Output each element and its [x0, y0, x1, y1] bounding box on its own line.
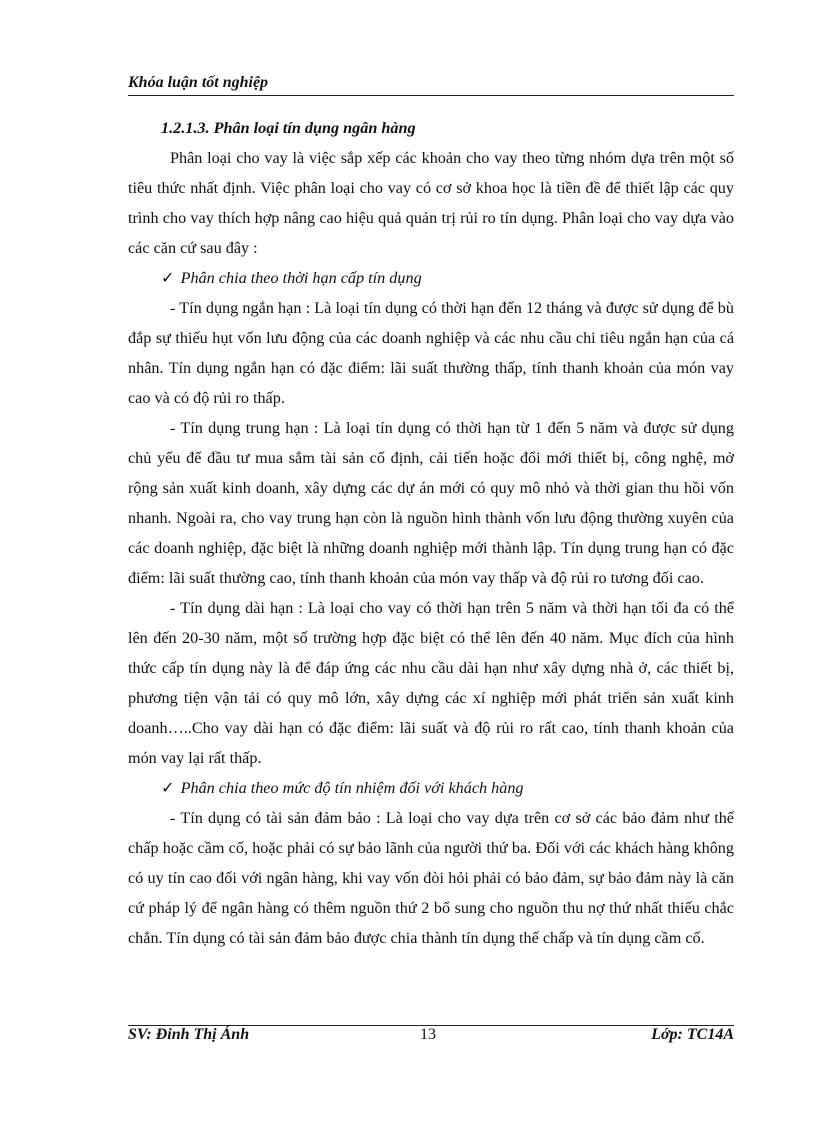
paragraph-long-term: - Tín dụng dài hạn : Là loại cho vay có thời hạn trên 5 năm và thời hạn tối đa có thể lên đến 20-30 năm, một số trường hợp đặc biệt có thể lên đến 40 năm. Mục đích của hình thức cấp tín dụng này là để đáp ứng các nhu cầu dài hạn như xây dựng nhà ở, các thiết bị, phương tiện vận tải có quy mô lớn, xây dựng các xí nghiệp mới phát triển sản xuất kinh doanh…..Cho vay dài hạn có đặc điểm: lãi suất và độ rủi ro rất cao, tính thanh khoản của món vay lại rất thấp.	[128, 599, 734, 767]
checkmark-icon: ✓	[161, 779, 175, 797]
paragraph-short-term: - Tín dụng ngắn hạn : Là loại tín dụng có thời hạn đến 12 tháng và được sử dụng để bù đắp sự thiếu hụt vốn lưu động của các doanh nghiệp và các nhu cầu chi tiêu ngắn hạn của cá nhân. Tín dụng ngắn hạn có đặc điểm: lãi suất thường thấp, tính thanh khoản của món vay cao và có độ rủi ro thấp.	[128, 299, 734, 407]
section-title: 1.2.1.3. Phân loại tín dụng ngân hàng	[161, 119, 416, 137]
subheading-term-text: Phân chia theo thời hạn cấp tín dụng	[180, 269, 422, 287]
page-number: 13	[420, 1026, 436, 1043]
paragraph-medium-term: - Tín dụng trung hạn : Là loại tín dụng có thời hạn từ 1 đến 5 năm và được sử dụng chủ yếu để đầu tư mua sắm tài sản cố định, cải tiến hoặc đổi mới thiết bị, công nghệ, mở rộng sản xuất kinh doanh, xây dựng các dự án mới có quy mô nhỏ và thời gian thu hồi vốn nhanh. Ngoài ra, cho vay trung hạn còn là nguồn hình thành vốn lưu động thường xuyên của các doanh nghiệp, đặc biệt là những doanh nghiệp mới thành lập. Tín dụng trung hạn có đặc điểm: lãi suất thường cao, tính thanh khoản của món vay thấp và độ rủi ro tương đối cao.	[128, 419, 734, 587]
subheading-credibility-text: Phân chia theo mức độ tín nhiệm đối với khách hàng	[180, 779, 524, 797]
paragraph-secured-credit: - Tín dụng có tài sản đảm bảo : Là loại cho vay dựa trên cơ sở các bảo đảm như thế chấp hoặc cầm cố, hoặc phải có sự bảo lãnh của người thứ ba. Đối với các khách hàng không có uy tín cao đối với ngân hàng, khi vay vốn đòi hỏi phải có bảo đảm, sự bảo đảm này là căn cứ pháp lý để ngân hàng có thêm nguồn thứ 2 bổ sung cho nguồn thu nợ thứ nhất thiếu chắc chắn. Tín dụng có tài sản đảm bảo được chia thành tín dụng thế chấp và tín dụng cầm cố.	[128, 809, 734, 947]
footer-student: SV: Đinh Thị Ánh	[128, 1026, 250, 1043]
intro-paragraph: Phân loại cho vay là việc sắp xếp các khoản cho vay theo từng nhóm dựa trên một số tiêu thức nhất định. Việc phân loại cho vay có cơ sở khoa học là tiền đề để thiết lập các quy trình cho vay thích hợp nâng cao hiệu quả quản trị rủi ro tín dụng. Phân loại cho vay dựa vào các căn cứ sau đây :	[128, 149, 734, 257]
checkmark-icon: ✓	[161, 269, 175, 287]
document-footer	[128, 1026, 734, 1050]
footer-class: Lớp: TC14A	[651, 1026, 734, 1043]
subheading-credibility	[128, 773, 734, 803]
document-header	[128, 74, 734, 96]
subheading-term	[128, 263, 734, 293]
header-title: Khóa luận tốt nghiệp	[128, 74, 269, 91]
page-content	[128, 113, 734, 953]
